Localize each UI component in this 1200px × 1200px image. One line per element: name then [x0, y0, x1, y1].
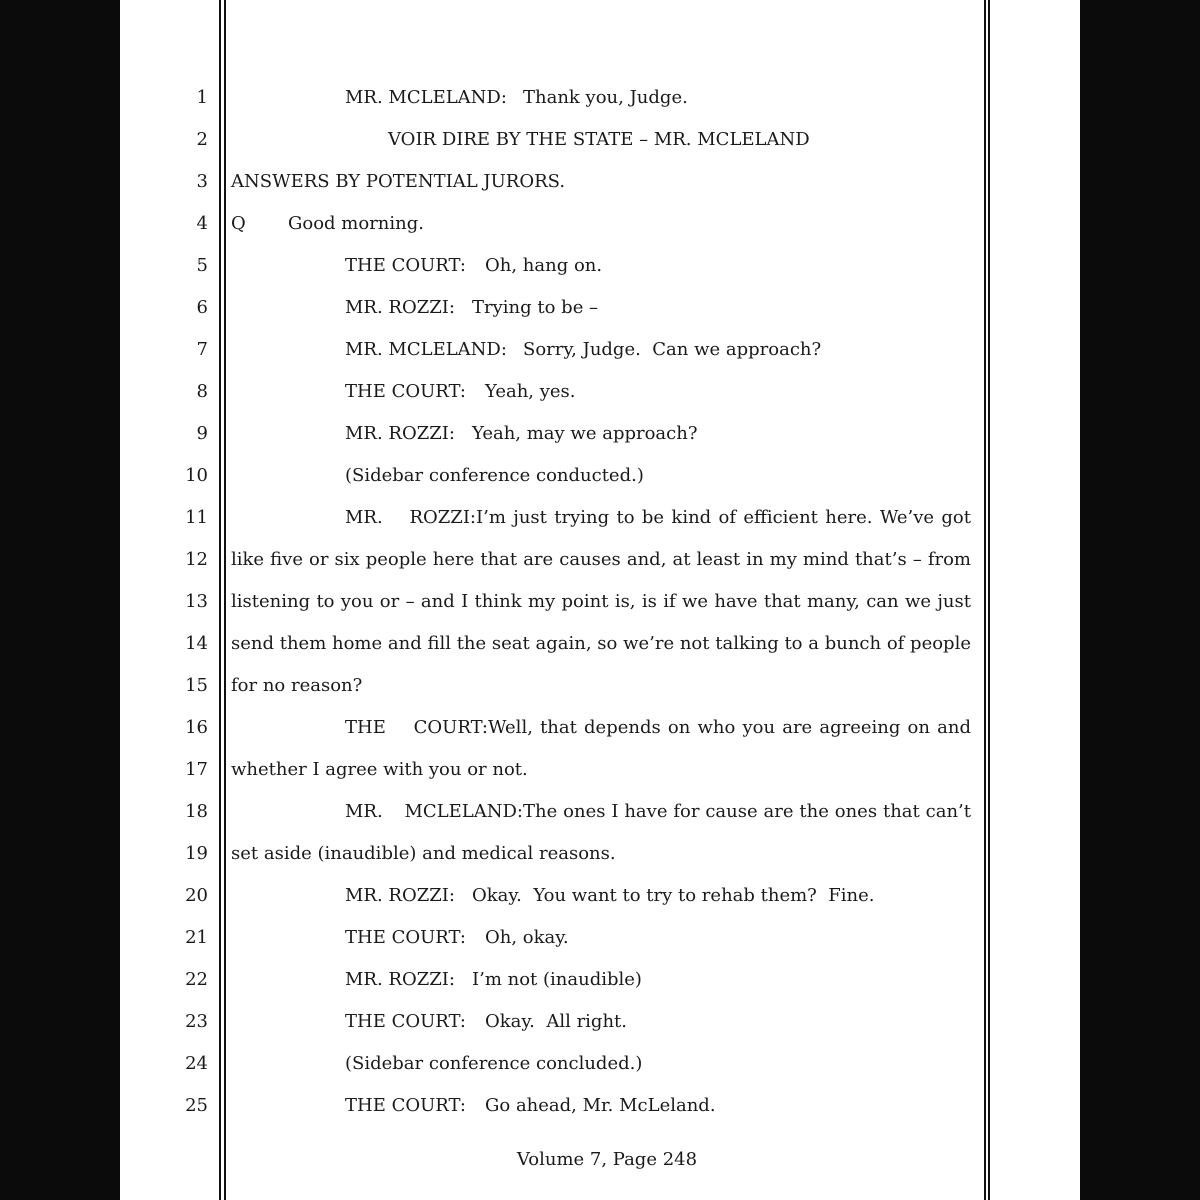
line-text: Okay. All right. — [485, 1011, 628, 1032]
line-number: 14 — [185, 633, 208, 654]
speaker-label: MR. ROZZI: — [345, 969, 455, 990]
line-text: Oh, hang on. — [485, 255, 603, 276]
line-number: 6 — [196, 297, 208, 318]
transcript-line — [120, 875, 1080, 917]
line-text: Okay. You want to try to rehab them? Fine. — [472, 885, 875, 906]
line-text: Trying to be – — [472, 297, 599, 318]
speaker-label: MR. MCLELAND: — [345, 87, 507, 108]
speaker-label: MR. ROZZI: — [345, 885, 455, 906]
line-text: I’m not (inaudible) — [472, 969, 642, 990]
speaker-label: MR. ROZZI: — [345, 507, 476, 528]
line-text: I’m just trying to be kind of efficient here. We’ve got — [476, 507, 971, 528]
line-number: 21 — [185, 927, 208, 948]
line-text: set aside (inaudible) and medical reasons. — [231, 843, 616, 864]
line-text: Well, that depends on who you are agreeing on and — [488, 717, 971, 738]
transcript-line — [120, 413, 1080, 455]
line-number: 9 — [196, 423, 208, 444]
line-text: Yeah, may we approach? — [472, 423, 698, 444]
transcript-page — [120, 0, 1080, 1200]
speaker-label: MR. ROZZI: — [345, 297, 455, 318]
line-number: 10 — [185, 465, 208, 486]
transcript-line — [120, 329, 1080, 371]
transcript-line — [120, 1043, 1080, 1085]
line-text: Yeah, yes. — [485, 381, 576, 402]
transcript-line — [120, 1085, 1080, 1127]
speaker-label: THE COURT: — [345, 717, 488, 738]
speaker-label: THE COURT: — [345, 255, 466, 276]
question-marker: Q — [231, 213, 246, 234]
line-number: 12 — [185, 549, 208, 570]
line-number: 13 — [185, 591, 208, 612]
transcript-line — [120, 161, 1080, 203]
line-text: Thank you, Judge. — [523, 87, 688, 108]
line-text: listening to you or – and I think my point is, is if we have that many, can we just — [231, 591, 971, 612]
speaker-label: MR. MCLELAND: — [345, 339, 507, 360]
parenthetical: (Sidebar conference concluded.) — [345, 1053, 643, 1074]
line-text: Sorry, Judge. Can we approach? — [523, 339, 822, 360]
speaker-label: THE COURT: — [345, 381, 466, 402]
line-number: 3 — [196, 171, 208, 192]
transcript-line — [120, 539, 1080, 581]
line-text: for no reason? — [231, 675, 363, 696]
transcript-line — [120, 77, 1080, 119]
line-text: ANSWERS BY POTENTIAL JURORS. — [231, 171, 566, 192]
line-number: 5 — [196, 255, 208, 276]
transcript-line — [120, 917, 1080, 959]
speaker-label: MR. ROZZI: — [345, 423, 455, 444]
line-text: send them home and fill the seat again, so we’re not talking to a bunch of people — [231, 633, 971, 654]
line-text: The ones I have for cause are the ones that can’t — [523, 801, 971, 822]
line-number: 20 — [185, 885, 208, 906]
line-number: 17 — [185, 759, 208, 780]
line-number: 1 — [196, 87, 208, 108]
section-heading: VOIR DIRE BY THE STATE – MR. MCLELAND — [388, 129, 810, 150]
line-text: like five or six people here that are causes and, at least in my mind that’s – from — [231, 549, 971, 570]
transcript-line — [120, 203, 1080, 245]
transcript-line — [120, 287, 1080, 329]
transcript-line — [120, 791, 1080, 833]
transcript-line — [120, 749, 1080, 791]
line-number: 18 — [185, 801, 208, 822]
line-number: 16 — [185, 717, 208, 738]
line-number: 25 — [185, 1095, 208, 1116]
transcript-line — [120, 959, 1080, 1001]
line-number: 11 — [185, 507, 208, 528]
transcript-line — [120, 455, 1080, 497]
transcript-line — [120, 371, 1080, 413]
transcript-line — [120, 497, 1080, 539]
parenthetical: (Sidebar conference conducted.) — [345, 465, 644, 486]
line-text: whether I agree with you or not. — [231, 759, 528, 780]
line-number: 19 — [185, 843, 208, 864]
line-number: 8 — [196, 381, 208, 402]
transcript-line — [120, 833, 1080, 875]
line-number: 24 — [185, 1053, 208, 1074]
transcript-line — [120, 245, 1080, 287]
line-number: 2 — [196, 129, 208, 150]
transcript-line — [120, 581, 1080, 623]
transcript-line — [120, 665, 1080, 707]
speaker-label: THE COURT: — [345, 1011, 466, 1032]
line-number: 22 — [185, 969, 208, 990]
line-number: 15 — [185, 675, 208, 696]
transcript-line — [120, 119, 1080, 161]
line-text: Oh, okay. — [485, 927, 569, 948]
transcript-line — [120, 1001, 1080, 1043]
transcript-line — [120, 707, 1080, 749]
speaker-label: THE COURT: — [345, 1095, 466, 1116]
transcript-line — [120, 623, 1080, 665]
line-number: 7 — [196, 339, 208, 360]
line-number: 4 — [196, 213, 208, 234]
page-footer: Volume 7, Page 248 — [516, 1149, 698, 1170]
line-number: 23 — [185, 1011, 208, 1032]
speaker-label: MR. MCLELAND: — [345, 801, 523, 822]
line-text: Go ahead, Mr. McLeland. — [485, 1095, 716, 1116]
speaker-label: THE COURT: — [345, 927, 466, 948]
line-text: Good morning. — [288, 213, 424, 234]
